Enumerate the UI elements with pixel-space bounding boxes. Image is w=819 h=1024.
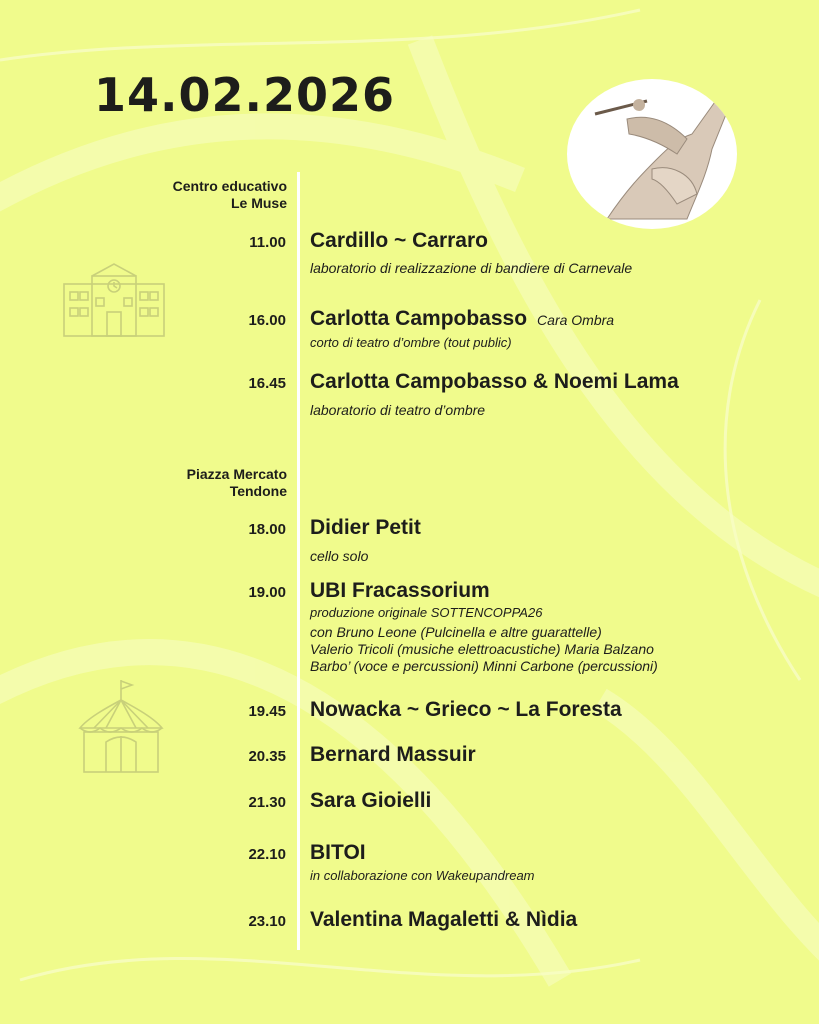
venue-label-centro-educativo: Centro educativo Le Muse: [172, 178, 287, 211]
event-description: corto di teatro d’ombre (tout public): [310, 335, 512, 350]
event-time: 22.10: [248, 846, 286, 863]
event-title-text: Carlotta Campobasso: [310, 307, 528, 330]
event-title: Sara Gioielli: [310, 789, 432, 812]
event-title: Carlotta Campobasso & Noemi Lama: [310, 370, 679, 393]
event-description: cello solo: [310, 548, 369, 564]
statue-photo: [567, 79, 737, 229]
event-time: 21.30: [248, 794, 286, 811]
event-time: 23.10: [248, 913, 286, 930]
event-description: in collaborazione con Wakeupandream: [310, 868, 535, 883]
event-date: 14.02.2026: [94, 68, 396, 122]
event-time: 18.00: [248, 521, 286, 538]
circus-tent-icon: [76, 678, 166, 776]
event-title: [310, 307, 614, 331]
timeline-divider: [297, 172, 300, 950]
event-description: laboratorio di realizzazione di bandiere di Carnevale: [310, 260, 633, 276]
event-show-title: Cara Ombra: [537, 312, 615, 328]
event-description: laboratorio di teatro d’ombre: [310, 402, 486, 418]
event-time: 19.00: [248, 584, 286, 601]
school-building-icon: [62, 262, 166, 338]
event-credit-line: Barbo’ (voce e percussioni) Minni Carbone (percussioni): [310, 658, 658, 674]
event-title: UBI Fracassorium: [310, 579, 490, 602]
event-time: 16.45: [248, 375, 286, 392]
event-title: Cardillo ~ Carraro: [310, 229, 488, 252]
event-title: Valentina Magaletti & Nìdia: [310, 908, 578, 931]
event-time: 20.35: [248, 748, 286, 765]
event-title: BITOI: [310, 841, 366, 864]
event-time: 16.00: [248, 312, 286, 329]
event-description: produzione originale SOTTENCOPPA26: [310, 605, 543, 620]
event-time: 11.00: [249, 234, 286, 251]
event-credit-line: con Bruno Leone (Pulcinella e altre guarattelle): [310, 624, 602, 640]
event-credit-line: Valerio Tricoli (musiche elettroacustiche) Maria Balzano: [310, 641, 654, 657]
venue-label-piazza-mercato: Piazza Mercato Tendone: [186, 466, 287, 499]
event-title: Bernard Massuir: [310, 743, 476, 766]
event-time: 19.45: [248, 703, 286, 720]
event-title: Didier Petit: [310, 516, 421, 539]
event-title: Nowacka ~ Grieco ~ La Foresta: [310, 698, 622, 721]
